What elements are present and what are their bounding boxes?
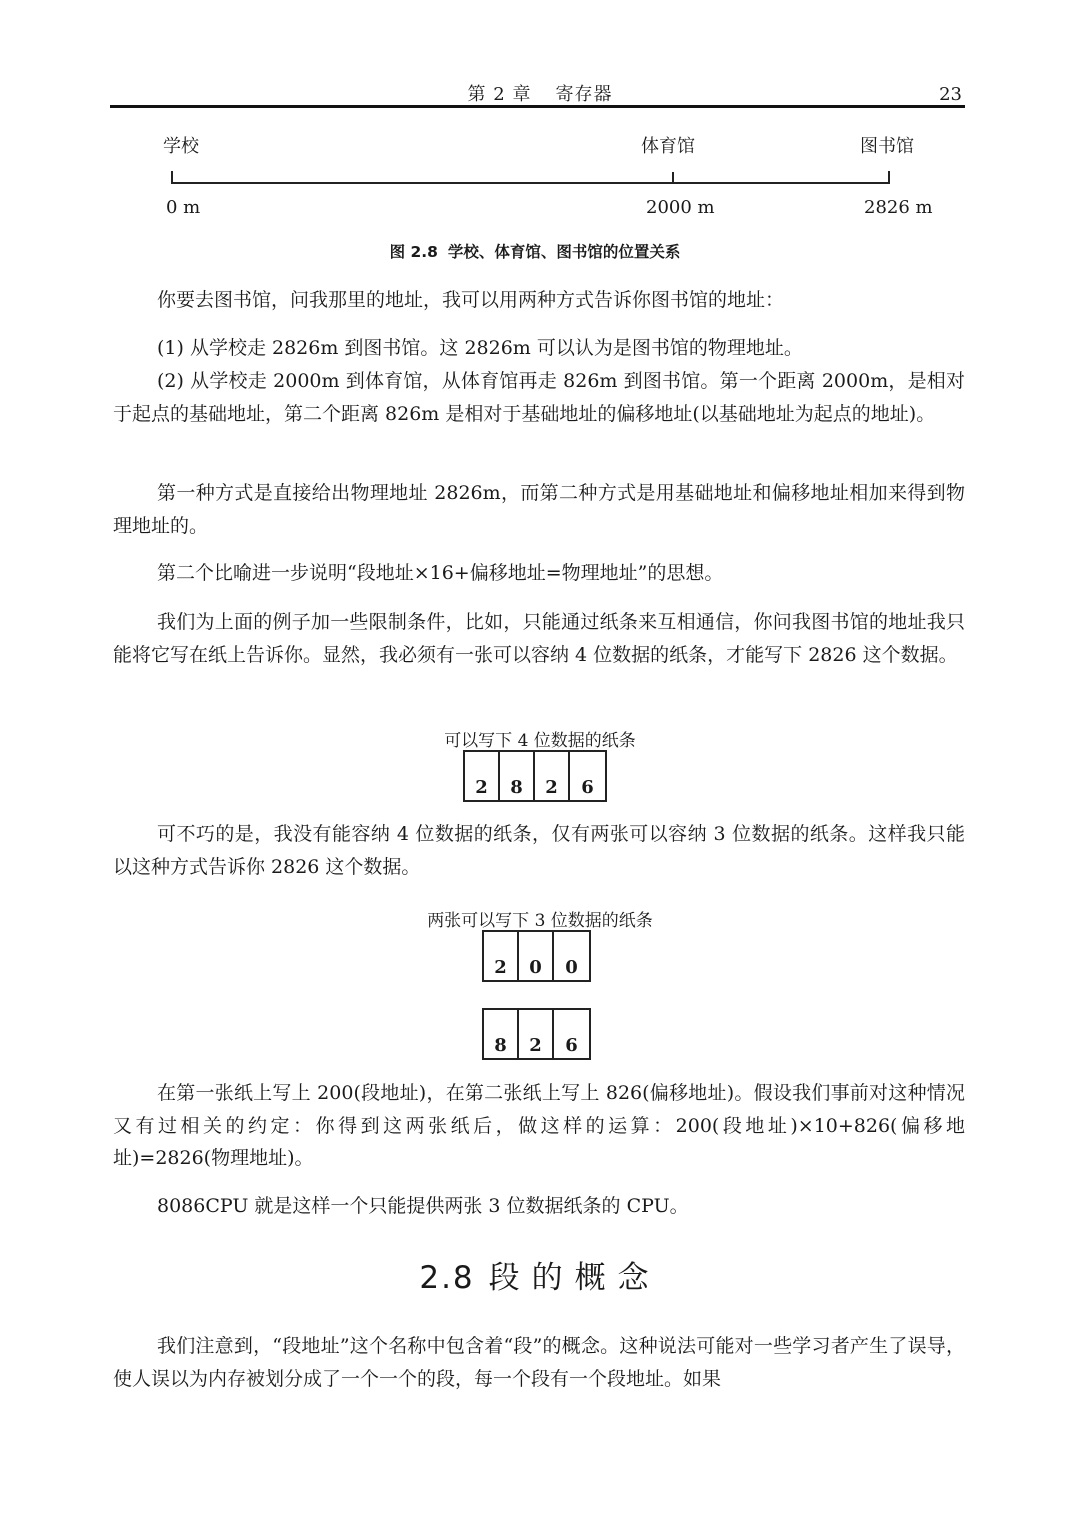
paragraph-6: 我们为上面的例子加一些限制条件，比如，只能通过纸条来互相通信，你问我图书馆的地址我只能将它写在纸上告诉你。显然，我必须有一张可以容纳 4 位数据的纸条，才能写下 2826 这个数据。	[113, 611, 965, 666]
caption-text: 学校、体育馆、图书馆的位置关系	[447, 243, 681, 261]
tick-school	[171, 171, 173, 184]
slip-cell: 8	[484, 1010, 519, 1058]
section-title-text: 段的概念	[488, 1260, 661, 1296]
slip-cell: 2	[484, 932, 519, 980]
page-number: 23	[939, 84, 962, 105]
section-heading	[0, 1252, 1080, 1297]
header-rule	[110, 105, 965, 108]
section-number: 2.8	[419, 1260, 475, 1296]
label-school: 学校	[163, 136, 199, 157]
label-gym: 体育馆	[641, 136, 695, 157]
tick-gym	[672, 172, 674, 182]
slip-3-digit-first	[482, 930, 591, 982]
chapter-title: 寄存器	[555, 84, 613, 105]
slip4-title: 可以写下 4 位数据的纸条	[444, 731, 636, 751]
paragraph-1: 你要去图书馆，问我那里的地址，我可以用两种方式告诉你图书馆的地址：	[157, 289, 785, 311]
distance-school: 0 m	[166, 197, 201, 218]
caption-number: 图 2.8	[389, 243, 438, 261]
paragraph-5: 第二个比喻进一步说明“段地址×16+偏移地址=物理地址”的思想。	[157, 562, 724, 584]
slip-cell: 6	[565, 1035, 578, 1056]
paragraph-2: (1) 从学校走 2826m 到图书馆。这 2826m 可以认为是图书馆的物理地址。	[157, 337, 803, 359]
slip-3-digit-second	[482, 1008, 591, 1060]
paragraph-9: 8086CPU 就是这样一个只能提供两张 3 位数据纸条的 CPU。	[157, 1195, 689, 1217]
paragraph-10: 我们注意到，“段地址”这个名称中包含着“段”的概念。这种说法可能对一些学习者产生了误导，使人误以为内存被划分成了一个一个的段，每一个段有一个段地址。如果	[113, 1335, 965, 1390]
tick-library	[888, 171, 890, 184]
distance-gym: 2000 m	[646, 197, 715, 218]
paragraph-7: 可不巧的是，我没有能容纳 4 位数据的纸条，仅有两张可以容纳 3 位数据的纸条。这样我只能以这种方式告诉你 2826 这个数据。	[113, 823, 965, 878]
chapter-number: 第 2 章	[467, 84, 532, 105]
slip-cell: 6	[581, 777, 594, 798]
slip-4-digit	[463, 750, 607, 802]
slip-cell: 0	[565, 957, 578, 978]
slip-cell: 2	[535, 752, 570, 800]
slip-cell: 2	[465, 752, 500, 800]
paragraph-4: 第一种方式是直接给出物理地址 2826m，而第二种方式是用基础地址和偏移地址相加来得到物理地址的。	[113, 482, 965, 537]
running-header	[0, 80, 1080, 106]
slip-cell: 0	[519, 932, 554, 980]
paragraph-8: 在第一张纸上写上 200(段地址)，在第二张纸上写上 826(偏移地址)。假设我们事前对这种情况又有过相关的约定：你得到这两张纸后，做这样的运算：200(段地址)×10+826(偏移地址)=2826(物理地址)。	[113, 1082, 965, 1169]
slip-cell: 8	[500, 752, 535, 800]
label-library: 图书馆	[860, 136, 914, 157]
figure-caption	[0, 240, 1080, 262]
distance-library: 2826 m	[864, 197, 933, 218]
paragraph-3: (2) 从学校走 2000m 到体育馆，从体育馆再走 826m 到图书馆。第一个距离 2000m，是相对于起点的基础地址，第二个距离 826m 是相对于基础地址的偏移地址(以基础地址为起点的地址)。	[113, 370, 965, 425]
slip3-title: 两张可以写下 3 位数据的纸条	[427, 911, 653, 931]
slip-cell: 2	[519, 1010, 554, 1058]
distance-axis	[172, 182, 890, 184]
